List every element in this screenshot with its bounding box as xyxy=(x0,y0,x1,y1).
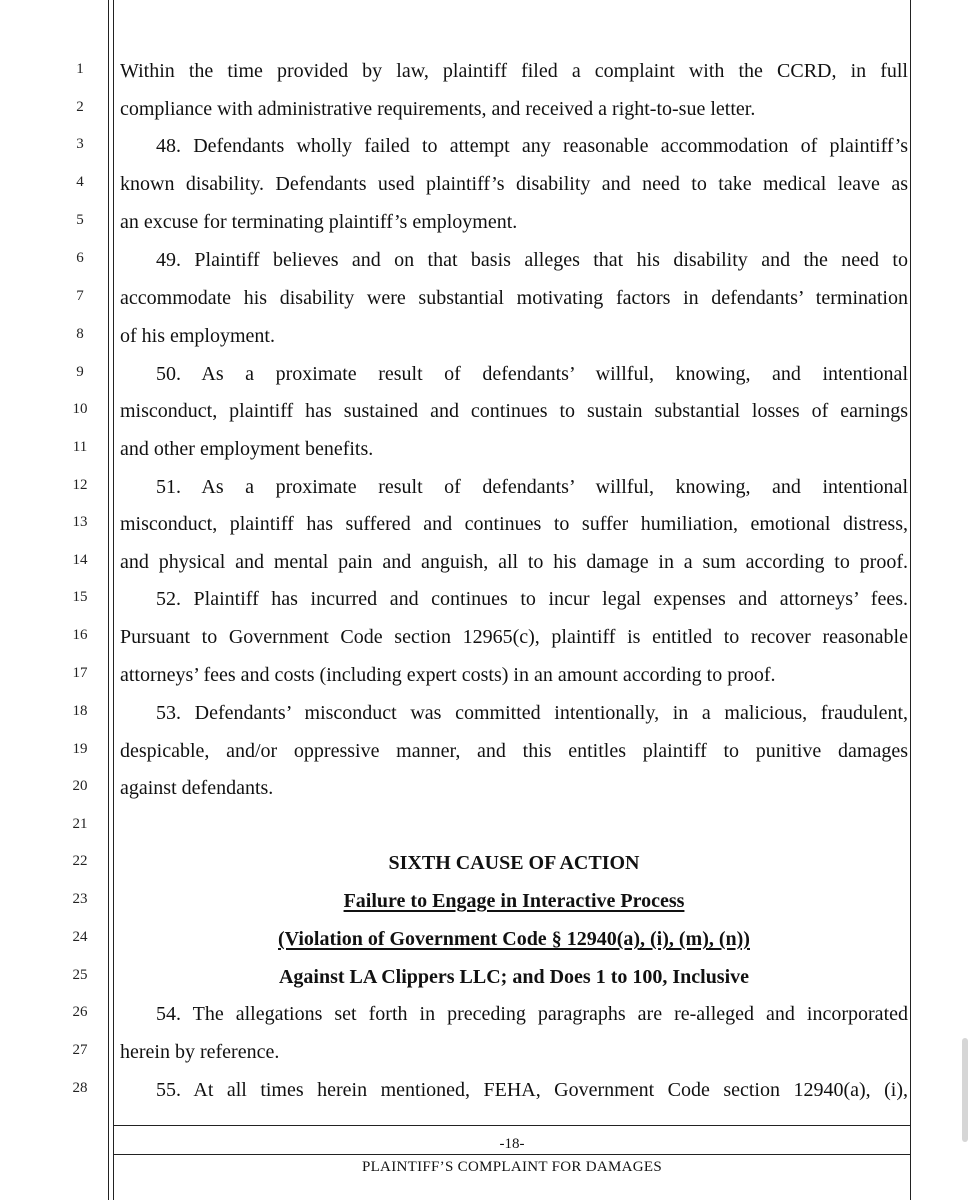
line-number: 15 xyxy=(72,589,88,605)
line-number: 22 xyxy=(72,853,88,869)
document-title-footer: PLAINTIFF’S COMPLAINT FOR DAMAGES xyxy=(361,1159,663,1175)
paragraph-48-start: 48. Defendants wholly failed to attempt any reasonable accommodation of plaintiff’s xyxy=(156,135,908,157)
line-number: 5 xyxy=(76,212,84,228)
body-text-line: against defendants. xyxy=(120,777,274,799)
left-margin-rule-inner xyxy=(113,0,114,1200)
line-number: 19 xyxy=(72,741,88,757)
scrollbar-thumb[interactable] xyxy=(962,1038,968,1142)
body-text-line: Within the time provided by law, plaintiff filed a complaint with the CCRD, in full xyxy=(120,60,908,82)
line-number: 16 xyxy=(72,627,88,643)
cause-of-action-title: Failure to Engage in Interactive Process xyxy=(343,890,685,912)
body-text-line: an excuse for terminating plaintiff’s employment. xyxy=(120,211,518,233)
paragraph-53-start: 53. Defendants’ misconduct was committed intentionally, in a malicious, fraudulent, xyxy=(156,702,908,724)
line-number: 3 xyxy=(76,136,84,152)
line-number: 18 xyxy=(72,703,88,719)
body-text-line: attorneys’ fees and costs (including expert costs) in an amount according to proof. xyxy=(120,664,776,686)
footer-rule-bottom xyxy=(114,1154,910,1155)
paragraph-55-start: 55. At all times herein mentioned, FEHA, Government Code section 12940(a), (i), xyxy=(156,1079,908,1101)
line-number: 25 xyxy=(72,967,88,983)
body-text-line: known disability. Defendants used plaintiff’s disability and need to take medical leave as xyxy=(120,173,908,195)
line-number: 12 xyxy=(72,477,88,493)
line-number: 24 xyxy=(72,929,88,945)
line-number: 1 xyxy=(76,61,84,77)
line-number: 21 xyxy=(72,816,88,832)
line-number: 27 xyxy=(72,1042,88,1058)
cause-of-action-heading: SIXTH CAUSE OF ACTION xyxy=(388,852,640,874)
body-text-line: Pursuant to Government Code section 12965(c), plaintiff is entitled to recover reasonable xyxy=(120,626,908,648)
line-number: 9 xyxy=(76,364,84,380)
paragraph-50-start: 50. As a proximate result of defendants’ willful, knowing, and intentional xyxy=(156,363,908,385)
paragraph-54-start: 54. The allegations set forth in preceding paragraphs are re-alleged and incorporated xyxy=(156,1003,908,1025)
body-text-line: compliance with administrative requirements, and received a right-to-sue letter. xyxy=(120,98,756,120)
body-text-line: misconduct, plaintiff has sustained and continues to sustain substantial losses of earnings xyxy=(120,400,908,422)
defendants-line: Against LA Clippers LLC; and Does 1 to 100, Inclusive xyxy=(278,966,750,988)
line-number: 14 xyxy=(72,552,88,568)
line-number: 6 xyxy=(76,250,84,266)
body-text-line: and other employment benefits. xyxy=(120,438,374,460)
line-number: 23 xyxy=(72,891,88,907)
line-number: 26 xyxy=(72,1004,88,1020)
line-number: 4 xyxy=(76,174,84,190)
right-margin-rule xyxy=(910,0,911,1200)
page-number: -18- xyxy=(499,1136,525,1152)
line-number: 20 xyxy=(72,778,88,794)
line-number: 13 xyxy=(72,514,88,530)
body-text-line: accommodate his disability were substantial motivating factors in defendants’ termination xyxy=(120,287,908,309)
body-text-line: misconduct, plaintiff has suffered and continues to suffer humiliation, emotional distress, xyxy=(120,513,908,535)
body-text-line: herein by reference. xyxy=(120,1041,280,1063)
body-text-line: of his employment. xyxy=(120,325,275,347)
line-number: 7 xyxy=(76,288,84,304)
paragraph-49-start: 49. Plaintiff believes and on that basis alleges that his disability and the need to xyxy=(156,249,908,271)
left-margin-rule-outer xyxy=(108,0,109,1200)
body-text-line: and physical and mental pain and anguish, all to his damage in a sum according to proof. xyxy=(120,551,908,573)
line-number: 17 xyxy=(72,665,88,681)
paragraph-51-start: 51. As a proximate result of defendants’ willful, knowing, and intentional xyxy=(156,476,908,498)
line-number: 28 xyxy=(72,1080,88,1096)
body-text-line: despicable, and/or oppressive manner, and this entitles plaintiff to punitive damages xyxy=(120,740,908,762)
statute-reference: (Violation of Government Code § 12940(a), (i), (m), (n)) xyxy=(278,928,750,950)
footer-rule-top xyxy=(114,1125,910,1126)
line-number: 8 xyxy=(76,326,84,342)
line-number: 11 xyxy=(72,439,88,455)
line-number: 2 xyxy=(76,99,84,115)
line-number: 10 xyxy=(72,401,88,417)
paragraph-52-start: 52. Plaintiff has incurred and continues to incur legal expenses and attorneys’ fees. xyxy=(156,588,908,610)
